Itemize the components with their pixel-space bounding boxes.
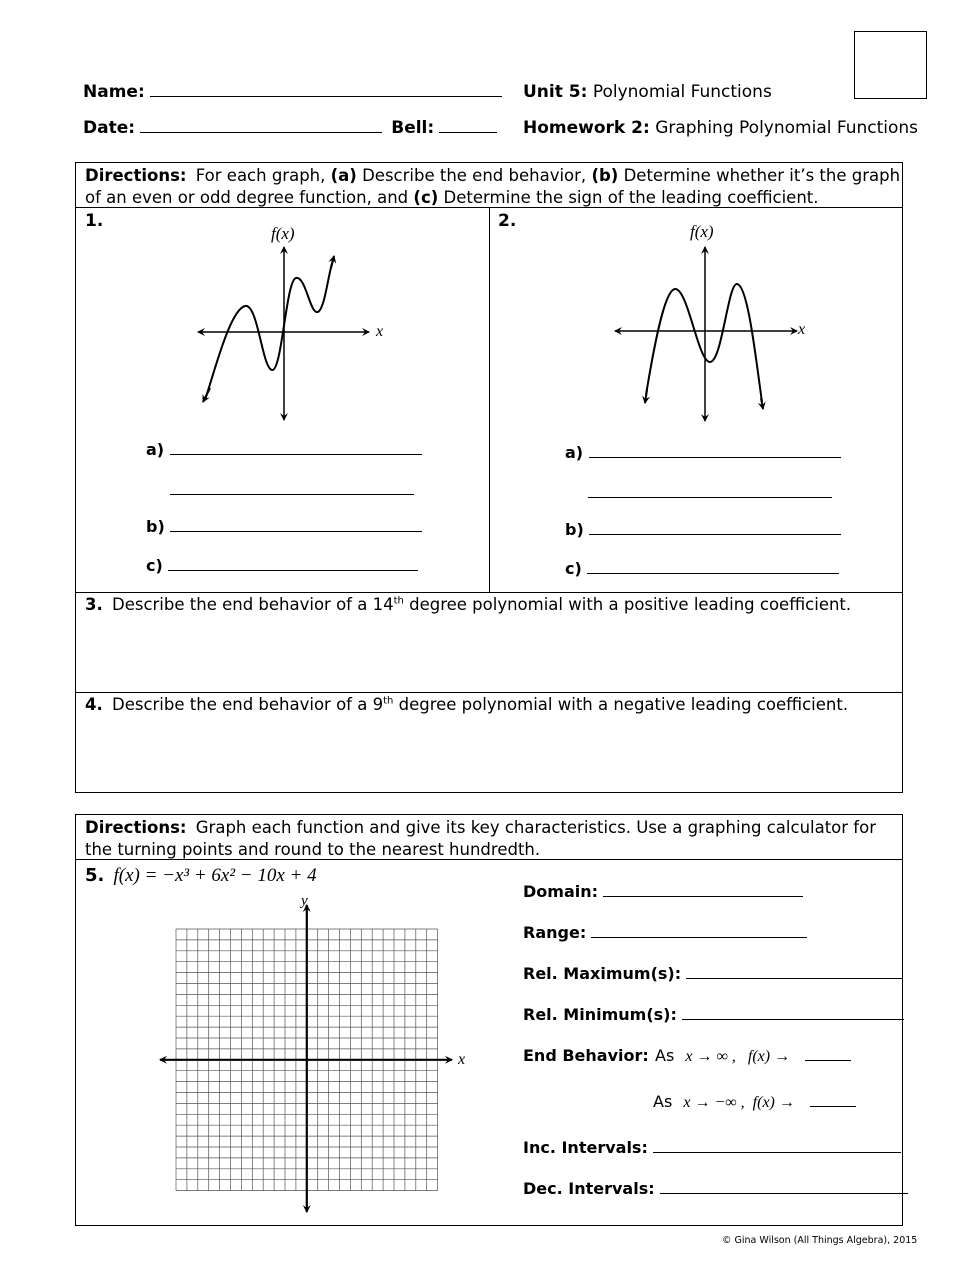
q1-number: 1. — [85, 211, 104, 231]
q3-text-2: degree polynomial with a positive leading coefficient. — [409, 595, 852, 614]
homework-label: Homework 2: — [523, 118, 650, 138]
domain-label: Domain: — [523, 882, 599, 901]
q1-fx-label: f(x) — [271, 224, 295, 243]
part-b-text: Determine whether it’s the graph — [623, 166, 901, 185]
domain-field[interactable] — [603, 884, 803, 897]
eb-row2-as: As — [653, 1092, 673, 1111]
q3-number: 3. — [85, 595, 103, 614]
copyright: © Gina Wilson (All Things Algebra), 2015 — [722, 1235, 918, 1246]
date-label: Date: — [83, 118, 136, 138]
q4-sup: th — [383, 695, 394, 707]
directions2-text-1: Graph each function and give its key characteristics. Use a graphing calculator for — [195, 818, 876, 837]
eb-row1-as: As — [655, 1046, 675, 1065]
dec-field[interactable] — [660, 1181, 908, 1194]
rel-min-field[interactable] — [682, 1007, 904, 1020]
part-a-label: (a) — [330, 166, 357, 185]
q3-text-1: Describe the end behavior of a 14 — [112, 595, 394, 614]
eb-row1-field[interactable] — [805, 1050, 851, 1061]
q1-b-label: b) — [146, 517, 165, 536]
part-c-label: (c) — [413, 188, 439, 207]
q2-b-label: b) — [565, 520, 584, 539]
directions2-label: Directions: — [85, 818, 187, 837]
range-label: Range: — [523, 923, 587, 942]
q1-c-label: c) — [146, 556, 163, 575]
end-behavior-row — [523, 1046, 649, 1065]
eb-row-2 — [653, 1092, 856, 1112]
unit-title: Polynomial Functions — [592, 82, 772, 102]
q1-a-label: a) — [146, 440, 165, 459]
homework-title: Graphing Polynomial Functions — [655, 118, 919, 138]
q5-number: 5. — [85, 865, 105, 886]
eb-row2-field[interactable] — [810, 1096, 856, 1107]
q4-text-2: degree polynomial with a negative leading coefficient. — [398, 695, 849, 714]
inc-row — [523, 1138, 901, 1157]
q5-x-label: x — [458, 1051, 466, 1068]
eb-row2-expr: x → −∞ , f(x) → — [683, 1094, 795, 1111]
directions-text-1: For each graph, — [195, 166, 326, 185]
part-a-text: Describe the end behavior, — [362, 166, 587, 185]
dec-row — [523, 1179, 908, 1198]
part-b-label: (b) — [591, 166, 619, 185]
range-row — [523, 923, 807, 942]
q5-function: f(x) = −x³ + 6x² − 10x + 4 — [113, 865, 317, 886]
q1-x-label: x — [376, 323, 384, 340]
inc-field[interactable] — [653, 1140, 901, 1153]
end-behavior-label: End Behavior: — [523, 1046, 649, 1065]
q4-text-1: Describe the end behavior of a 9 — [112, 695, 384, 714]
part-c-text: Determine the sign of the leading coefficient. — [443, 188, 819, 207]
q2-x-label: x — [798, 321, 806, 338]
domain-row — [523, 882, 803, 901]
rel-min-row — [523, 1005, 904, 1024]
rel-max-label: Rel. Maximum(s): — [523, 964, 682, 983]
q2-c-label: c) — [565, 559, 582, 578]
inc-label: Inc. Intervals: — [523, 1138, 648, 1157]
name-label: Name: — [83, 82, 145, 102]
rel-max-field[interactable] — [686, 966, 902, 979]
bell-label: Bell: — [391, 118, 435, 138]
q4-number: 4. — [85, 695, 103, 714]
directions-label: Directions: — [85, 166, 187, 185]
part-c-intro: of an even or odd degree function, and — [85, 188, 409, 207]
q3-sup: th — [393, 595, 404, 607]
q2-number: 2. — [498, 211, 517, 231]
rel-min-label: Rel. Minimum(s): — [523, 1005, 677, 1024]
eb-row1-expr: x → ∞ , f(x) → — [685, 1048, 791, 1065]
rel-max-row — [523, 964, 902, 983]
unit-label: Unit 5: — [523, 82, 588, 102]
q2-a-label: a) — [565, 443, 584, 462]
eb-row-1 — [655, 1046, 851, 1066]
directions2-text-2: the turning points and round to the nearest hundredth. — [85, 840, 541, 859]
q2-fx-label: f(x) — [690, 222, 714, 241]
dec-label: Dec. Intervals: — [523, 1179, 655, 1198]
q5-y-label: y — [301, 893, 308, 909]
range-field[interactable] — [591, 925, 807, 938]
